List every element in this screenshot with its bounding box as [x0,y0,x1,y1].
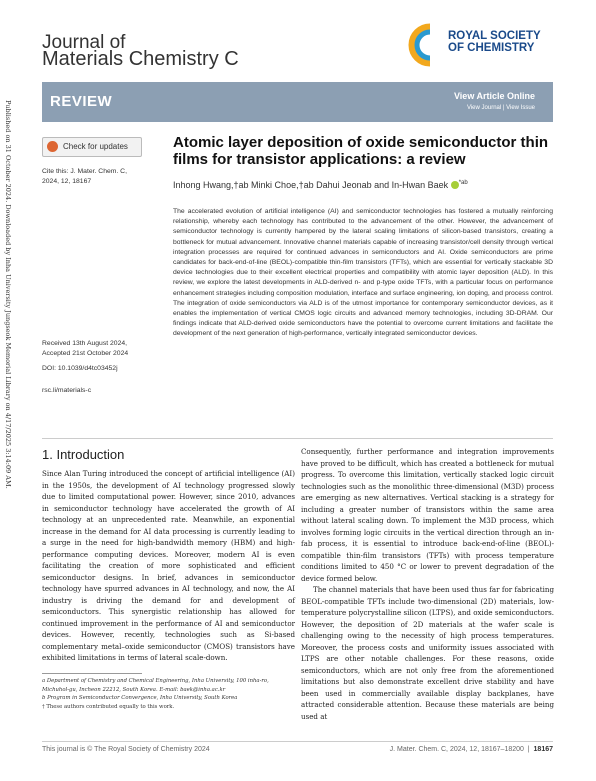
side-note-text: Published on 31 October 2024. Downloaded by Inha University Jungseok Memorial Library on 4/17/2025 3:14:09 AM. [4,100,12,489]
citation [42,167,127,187]
footer-citation: J. Mater. Chem. C, 2024, 12, 18167–18200 | 18167 [389,746,553,753]
download-side-note [2,100,12,690]
publisher-line2: OF CHEMISTRY [448,42,535,54]
orcid-icon[interactable] [451,181,459,189]
check-for-updates-button[interactable] [42,137,142,157]
article-title: Atomic layer deposition of oxide semiconductor thin films for transistor applications: a review [173,134,549,168]
footnote-dagger: † These authors contributed equally to this work. [42,703,175,710]
rsc-link[interactable]: rsc.li/materials-c [42,387,92,394]
cite-line2: 2024, 12, 18167 [42,178,92,185]
left-column [42,468,295,664]
footnote-divider [42,673,142,674]
cite-line1: Cite this: J. Mater. Chem. C, [42,168,127,175]
journal-title [42,34,239,68]
publisher-line1: ROYAL SOCIETY [448,30,541,42]
right-column-paragraph-2: The channel materials that have been used thus far for fabricating BEOL-compatible TFTs include two-dimensional (2D) materials, low-temperature polycrystalline silicon (LTPS), and oxide semiconductors. However, the deposition of 2D materials at the wafer scale is challenging owing to the necessity of high process temperatures. Moreover, the process costs and uniformity issues associated with LTPS are other notable challenges. For these reasons, oxide semiconductors, which are not only free from the aforementioned limitations but also demonstrate excellent drive stability and have been used in commercially available display backplanes, have attracted considerable attention. Because these materials are being used at [301,585,554,721]
view-journal-issue-links[interactable]: View Journal | View Issue [466,105,535,111]
abstract: The accelerated evolution of artificial intelligence (AI) and semiconductor technologies has fostered a mutually reinforcing relationship, whereby each technology has contributed to the advancement of the other. However, the advancement of semiconductor technology is currently hampered by the lateral scaling limitations of silicon-based transistors, creating a bottleneck for mutual advancement. Innovative channel materials capable of increasing transistor/cell density through vertical integration processes are required for continued advances in semiconductors and AI. Oxide semiconductors are prime candidates for back-end-of-line (BEOL)-compatible thin-film transistors (TFTs), which are essential for vertically stackable 3D device technologies due to their excellent electrical properties and compatibility with atomic layer deposition (ALD). In this review, we explore the latest developments in ALD-derived n- and p-type oxide TFTs, with a particular focus on performance enhancement strategies including composition modulation, interface and surface engineering, ion doping, and process control. The integration of oxide semiconductors via ALD is of the utmost importance for contemporary semiconductor devices, as it enables the implementation of vertical CMOS logic circuits and advanced memory technologies, including 3D-DRAM. Our findings indicate that ALD-derived oxide semiconductors have the potential to overcome current limitations and facilitate the development of the next generation of high-performance, vertically integrated semiconductor devices. [173,208,553,338]
article-dates [42,339,128,359]
check-updates-icon [47,141,58,152]
left-column-paragraph: Since Alan Turing introduced the concept of artificial intelligence (AI) in the 1950s, the development of AI technology progressed slowly due to limited computational power. However, since 2010, advances in semiconductor technology have accelerated the growth of AI technology at an unprecedented rate. Meanwhile, an exponential increase in the demand for AI data processing is currently leading to a surge in the need for high-bandwidth memory (HBM) and high-performance computing devices. Moreover, modern AI is even facilitating the creation of more sophisticated and efficient semiconductor designs. In brief, advances in semiconductor technology have spurred advances in AI technology, and now, the AI industry is driving the demand for and development of semiconductors. This synergistic relationship has allowed for continued improvement in the performance of AI and semiconductor devices. However, recently, technologies such as Si-based complementary metal–oxide semiconductor (CMOS) transistors have exhibited limitations in terms of lateral scale-down. [42,469,295,662]
check-updates-label: Check for updates [63,142,128,151]
section-divider [42,438,553,439]
authors-text: Inhong Hwang,†ab Minki Choe,†ab Dahui Jeonab and In-Hwan Baek [173,180,449,190]
article-type-label: REVIEW [50,93,113,110]
journal-title-line1: Journal of [42,32,126,53]
author-suffix: *ab [458,180,468,186]
view-article-online-link[interactable]: View Article Online [453,91,535,101]
doi[interactable]: DOI: 10.1039/d4tc03452j [42,365,118,372]
right-column-paragraph-1: Consequently, further performance and integration improvements have proved to be difficult, which has created a bottleneck for mutual progress. To overcome this limitation, vertically stacked logic circuit technologies such as the monolithic three-dimensional (M3D) process are emerging as new alternatives. Vertical stacking is a strategy for including a greater number of transistors within the same area without lateral scaling down. To implement the M3D process, which involves forming logic circuits in the vertical direction through an in-fab process, it is essential to introduce back-end-of-line (BEOL)-compatible thin-film transistors (TFTs) with process temperature conditions limited to 450 °C or lower to prevent degradation of the device formed below. [301,447,554,583]
author-list [173,180,468,190]
footer-divider [42,741,553,742]
journal-title-line2: Materials Chemistry C [42,48,239,70]
footnote-b: b Program in Semiconductor Convergence, Inha University, South Korea [42,695,238,701]
accepted-date: Accepted 21st October 2024 [42,350,129,357]
section-heading: 1. Introduction [42,447,125,462]
right-column [301,446,554,722]
publisher-name [448,30,541,54]
received-date: Received 13th August 2024, [42,340,128,347]
article-type-banner [42,82,553,122]
footer-copyright: This journal is © The Royal Society of Chemistry 2024 [42,746,210,753]
footer-citation-text: J. Mater. Chem. C, 2024, 12, 18167–18200 [389,746,524,753]
footnotes [42,677,295,711]
footnote-a: a Department of Chemistry and Chemical Engineering, Inha University, 100 inha-ro, Michuhol-gu, Incheon 22212, South Korea. E-mail: baek@inha.ac.kr [42,678,269,693]
page-number: 18167 [533,746,553,753]
